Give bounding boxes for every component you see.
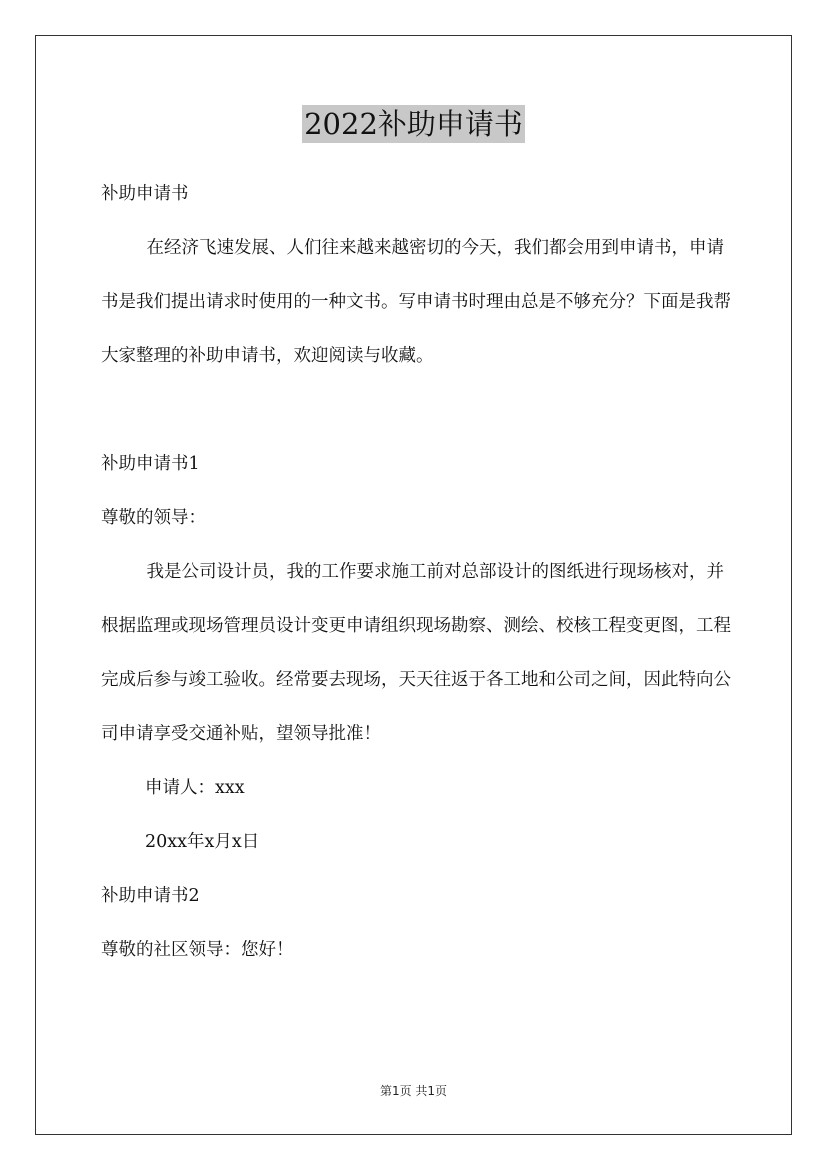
page-number-footer: 第1页 共1页	[379, 1084, 448, 1098]
intro-heading: 补助申请书	[101, 184, 189, 204]
section1-body: 我是公司设计员，我的工作要求施工前对总部设计的图纸进行现场核对，并根据监理或现场管理员设计变更申请组织现场勘察、测绘、校核工程变更图，工程完成后参与竣工验收。经常要去现场，天天往返于各工地和公司之间，因此特向公司申请享受交通补贴，望领导批准！	[101, 562, 731, 744]
intro-paragraph: 在经济飞速发展、人们往来越来越密切的今天，我们都会用到申请书，申请书是我们提出请求时使用的一种文书。写申请书时理由总是不够充分？下面是我帮大家整理的补助申请书，欢迎阅读与收藏。	[101, 238, 731, 366]
document-title	[0, 104, 827, 143]
document-title-text: 2022补助申请书	[304, 107, 523, 141]
section1-salutation: 尊敬的领导：	[101, 508, 206, 528]
section2-heading: 补助申请书2	[101, 886, 200, 906]
section1-date: 20xx年x月x日	[145, 832, 260, 852]
section1-applicant: 申请人：xxx	[145, 778, 245, 798]
blank-line	[101, 383, 741, 437]
section2-salutation: 尊敬的社区领导：您好！	[101, 940, 294, 960]
section1-heading: 补助申请书1	[101, 454, 200, 474]
document-body	[101, 167, 741, 977]
